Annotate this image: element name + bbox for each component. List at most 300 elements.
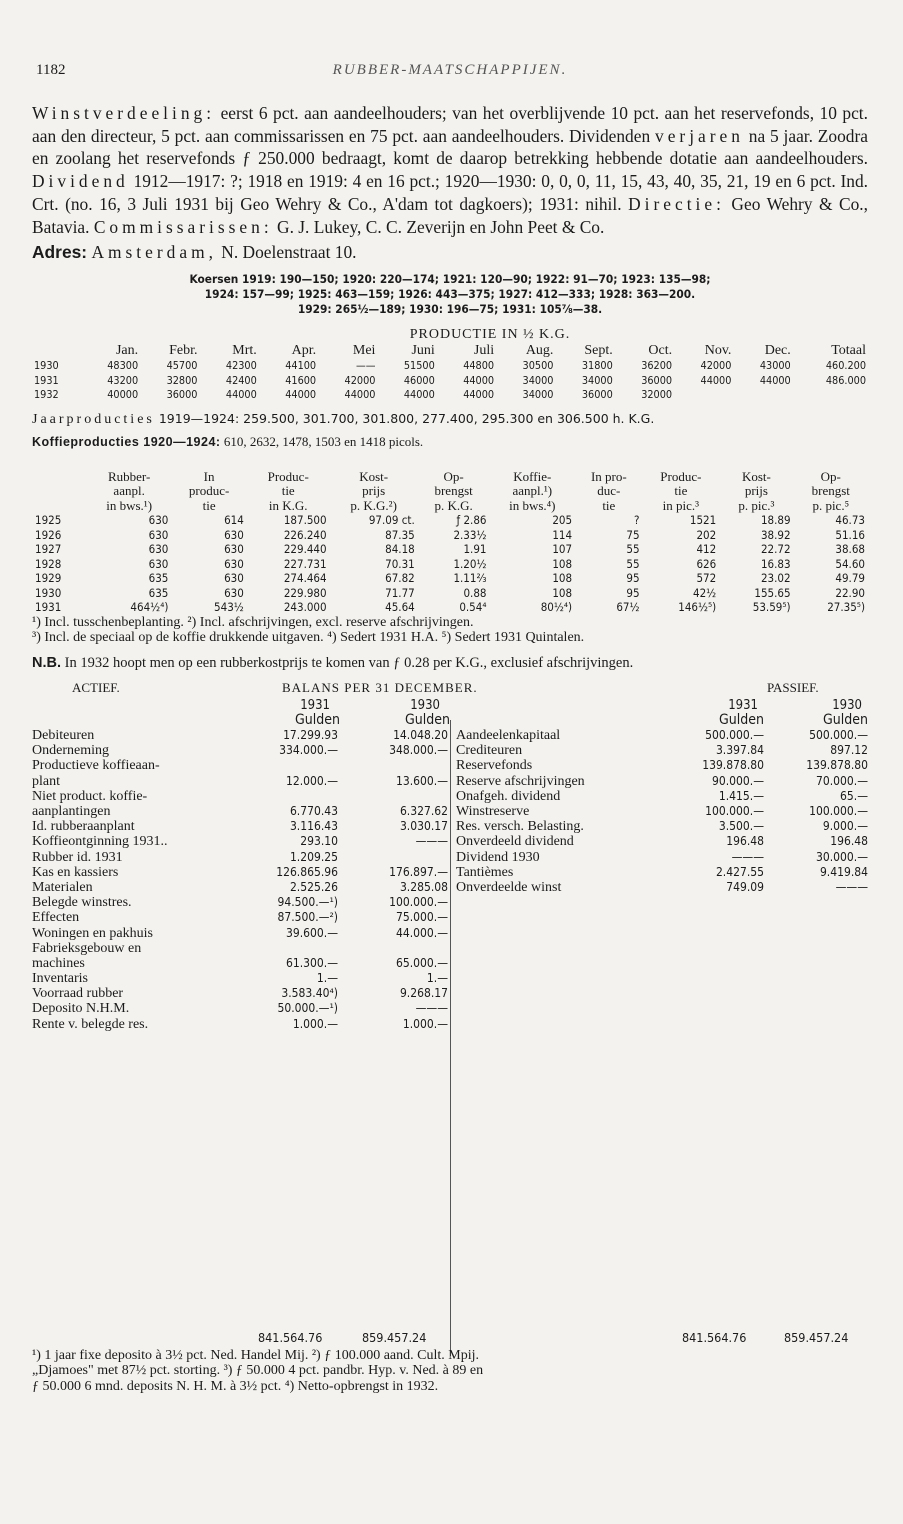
productie-cell: 44000 — [225, 388, 257, 402]
koffie-notes — [32, 615, 868, 645]
productie-cell: 44000 — [344, 388, 376, 402]
koffie-cell: 71.77 — [385, 585, 415, 600]
passief-rows — [456, 728, 868, 895]
passief-label: Onverdeelde winst — [456, 879, 562, 895]
passief-label: Aandeelenkapitaal — [456, 728, 561, 744]
koffie-header-cell — [32, 484, 87, 499]
actief-label: Id. rubberaanplant — [32, 819, 135, 835]
koffie-cell: 229.980 — [283, 585, 327, 600]
passief-row — [456, 865, 868, 880]
actief-label: Kas en kassiers — [32, 864, 119, 880]
koffie-header-cell: tie — [602, 497, 616, 513]
productie-cell: 32800 — [166, 373, 198, 387]
passief-value-1930: ——— — [835, 879, 868, 894]
actief-row — [32, 789, 450, 804]
actief-label: Effecten — [32, 910, 80, 926]
actief-row — [32, 865, 450, 880]
actief-label: Voorraad rubber — [32, 986, 124, 1002]
actief-value-1930: 1.000.— — [402, 1016, 448, 1031]
koffie-cell: 70.31 — [385, 556, 415, 571]
passief-label: Tantièmes — [456, 864, 514, 880]
productie-cell: 36000 — [581, 388, 613, 402]
actief-label: Rubber id. 1931 — [32, 849, 123, 865]
koffie-cell: 229.440 — [283, 542, 327, 557]
koffie-cell: 18.89 — [760, 513, 791, 528]
dividend-label: Dividend — [32, 171, 129, 192]
passief-value-1931: ——— — [731, 849, 764, 864]
passief-label: Res. versch. Belasting. — [456, 819, 584, 835]
actief-year-1931: 1931 — [300, 697, 330, 713]
balans-footnotes — [32, 1348, 868, 1395]
actief-value-1931: 94.500.—¹) — [277, 895, 338, 910]
koffie-cell: 67½ — [616, 600, 640, 615]
koffie-header-cell — [32, 499, 87, 514]
productie-cell: 34000 — [581, 373, 613, 387]
actief-row — [32, 910, 450, 925]
koffie-table-body — [32, 513, 868, 615]
actief-label: Deposito N.H.M. — [32, 1001, 130, 1017]
productie-cell: 32000 — [641, 388, 673, 402]
koffie-header-cell: tie — [674, 483, 688, 499]
koffie-cell: 23.02 — [760, 571, 791, 586]
adres-street: N. Doelenstraat 10. — [221, 242, 357, 263]
koffie-header-cell: Kost- — [741, 468, 771, 484]
balans-footnote: „Djamoes" met 87½ pct. storting. ³) ƒ 50.000 4 pct. pandbr. Hyp. v. Ned. à 89 en — [32, 1363, 484, 1379]
passief-label: Onverdeeld dividend — [456, 834, 574, 850]
actief-value-1931: 50.000.—¹) — [277, 1001, 338, 1016]
koffie-header-cell: Produc- — [660, 468, 702, 484]
passief-unit-1930: Gulden — [823, 711, 868, 728]
koffie-row — [32, 542, 868, 557]
koffie-row — [32, 513, 868, 528]
koffie-header-cell: Rubber- — [107, 468, 151, 484]
koffie-row — [32, 528, 868, 543]
actief-value-1930: 348.000.— — [389, 743, 448, 758]
balans-divider — [450, 720, 451, 1356]
koersen-line-2: 1924: 157—99; 1925: 463—159; 1926: 443—375; 1927: 412—333; 1928: 363—200. — [204, 287, 696, 302]
actief-value-1930: 6.327.62 — [399, 804, 448, 819]
productie-cell: 44000 — [700, 373, 732, 387]
productie-cell: 460.200 — [825, 359, 866, 373]
koffie-cell: 46.73 — [835, 513, 865, 528]
actief-label: Niet product. koffie- — [32, 788, 148, 804]
productie-cell: 43200 — [107, 373, 139, 387]
passief-row — [456, 758, 868, 773]
actief-label: Productieve koffieaan- — [32, 758, 160, 774]
directie-text: Geo Wehry & Co., Batavia. — [32, 193, 868, 237]
koffie-cell: 202 — [696, 527, 717, 542]
koffie-cell: 635 — [148, 585, 169, 600]
koffie-cell: 97.09 ct. — [368, 513, 415, 528]
passief-value-1931: 90.000.— — [712, 773, 764, 788]
koffie-header-cell: Op- — [820, 468, 841, 484]
koffie-cell: 1.11⅔ — [453, 571, 487, 586]
balans-body — [32, 698, 868, 1398]
passief-value-1931: 1.415.— — [718, 788, 764, 803]
koffie-note: ³) Incl. de speciaal op de koffie drukkende uitgaven. ⁴) Sedert 1931 H.A. ⁵) Sedert 1931 Quintalen. — [32, 629, 585, 645]
productie-cell: 42400 — [225, 373, 257, 387]
koffie-year: 1928 — [35, 556, 62, 571]
winstverdeeling-text-2: na 5 jaar. Zoodra en zoolang het reservefonds ƒ 250.000 bedraagt, komt de daarop betrekking hebbende dotatie aan aandeelhouders. — [32, 125, 869, 169]
actief-value-1930: ——— — [415, 834, 448, 849]
koffie-header-cell: tie — [281, 483, 295, 499]
koersen-block — [32, 272, 868, 317]
koffie-cell: 1.91 — [463, 542, 487, 557]
actief-row — [32, 728, 450, 743]
actief-row — [32, 956, 450, 971]
koffie-header-cell: In — [203, 468, 215, 484]
actief-label: Koffieontginning 1931.. — [32, 834, 168, 850]
passief-value-1931: 500.000.— — [705, 728, 764, 743]
passief-year-1931: 1931 — [728, 697, 758, 713]
koersen-text-1: 1919: 190—150; 1920: 220—174; 1921: 120—90; 1922: 91—70; 1923: 135—98; — [242, 272, 711, 287]
koffie-cell: 87.35 — [385, 527, 415, 542]
productie-row — [32, 388, 868, 403]
productie-month-header: Febr. — [169, 343, 198, 359]
koffie-cell: 75 — [626, 527, 640, 542]
actief-year-row — [32, 698, 450, 713]
productie-cell: 31800 — [581, 359, 613, 373]
koffie-cell: ƒ 2.86 — [456, 513, 487, 528]
actief-row — [32, 850, 450, 865]
actief-label: Belegde winstres. — [32, 895, 132, 911]
actief-value-1931: 126.865.96 — [276, 864, 338, 879]
commissarissen-label: Commissarissen: — [93, 216, 273, 237]
actief-value-1931: 87.500.—²) — [277, 910, 338, 925]
koersen-line-1 — [32, 272, 868, 287]
passief-row — [456, 728, 868, 743]
koffie-header-cell: in bws.¹) — [106, 497, 153, 513]
koffie-year: 1930 — [35, 585, 62, 600]
koffie-header-cell: produc- — [188, 483, 230, 499]
productie-body — [32, 359, 868, 403]
adres-line — [32, 240, 868, 264]
passief-value-1930: 70.000.— — [816, 773, 868, 788]
koffie-cell: 630 — [224, 571, 244, 586]
koffie-cell: 464½⁴) — [130, 600, 169, 615]
koffie-header-cell: brengst — [434, 483, 473, 499]
koffie-cell: 53.59⁵) — [752, 600, 791, 615]
actief-value-1930: 75.000.— — [396, 910, 448, 925]
passief-value-1931: 2.427.55 — [715, 864, 764, 879]
actief-row — [32, 758, 450, 773]
balans-footnote: ¹) 1 jaar fixe deposito à 3½ pct. Ned. Handel Mij. ²) ƒ 100.000 aand. Cult. Mpij. — [32, 1347, 479, 1363]
passief-column — [456, 698, 868, 895]
koffie-header-cell — [32, 470, 87, 485]
actief-row — [32, 971, 450, 986]
jaarproducties-text: 1919—1924: 259.500, 301.700, 301.800, 277.400, 295.300 en 306.500 h. K.G. — [158, 410, 655, 426]
productie-month-header: Mrt. — [232, 343, 257, 359]
koffie-cell: 49.79 — [835, 571, 865, 586]
koffie-header-cell: In pro- — [590, 468, 627, 484]
productie-month-header: Dec. — [764, 343, 791, 359]
actief-value-1931: 3.583.40⁴) — [281, 986, 338, 1001]
total-actief-1931: 841.564.76 — [258, 1329, 323, 1345]
koffie-cell: ? — [634, 513, 640, 528]
actief-year-1930: 1930 — [410, 697, 440, 713]
actief-row — [32, 834, 450, 849]
actief-unit-row — [32, 713, 450, 728]
productie-cell: 42300 — [225, 359, 257, 373]
koffie-cell: 51.16 — [835, 527, 865, 542]
koffie-cell: 630 — [224, 542, 244, 557]
koffie-cell: 543½ — [214, 600, 244, 615]
actief-rows — [32, 728, 450, 1032]
actief-value-1931: 2.525.26 — [289, 879, 338, 894]
actief-label: plant — [32, 773, 60, 789]
actief-label: ACTIEF. — [72, 679, 120, 695]
document-page — [32, 56, 868, 1398]
productie-cell: 45700 — [166, 359, 198, 373]
productie-cell: 44000 — [759, 373, 791, 387]
koffie-cell: 187.500 — [283, 513, 327, 528]
actief-unit-1931: Gulden — [295, 711, 340, 728]
koffie-cell: 16.83 — [760, 556, 791, 571]
koffie-header-row — [32, 470, 868, 485]
actief-value-1931: 1.209.25 — [289, 849, 338, 864]
koffie-row — [32, 557, 868, 572]
productie-year: 1930 — [34, 359, 59, 373]
productie-cell — [674, 388, 733, 403]
koffie-header-cell: p. pic.⁵ — [812, 497, 850, 513]
koffie-year: 1926 — [35, 527, 62, 542]
actief-value-1931: 1.— — [316, 971, 338, 986]
actief-value-1931: 1.000.— — [292, 1016, 338, 1031]
actief-value-1930: 1.— — [426, 971, 448, 986]
koffie-cell: 572 — [696, 571, 717, 586]
nb-paragraph — [32, 655, 868, 672]
koffie-table — [32, 470, 868, 615]
actief-value-1930: 9.268.17 — [399, 986, 448, 1001]
koffie-cell: 108 — [552, 571, 573, 586]
passief-label: Crediteuren — [456, 743, 523, 759]
productie-month-header: Juli — [473, 343, 495, 359]
actief-label: Debiteuren — [32, 728, 95, 744]
koffie-cell: 45.64 — [385, 600, 415, 615]
passief-label: Dividend 1930 — [456, 849, 540, 865]
passief-row — [456, 834, 868, 849]
koffie-cell: 95 — [626, 585, 640, 600]
koffie-cell: 0.88 — [463, 585, 487, 600]
productie-cell: 30500 — [522, 359, 554, 373]
adres-label: Adres: — [32, 242, 88, 263]
verjaren-label: verjaren — [655, 125, 744, 146]
passief-value-1931: 3.397.84 — [715, 743, 764, 758]
actief-row — [32, 880, 450, 895]
koffie-cell: 42½ — [693, 585, 717, 600]
koffie-cell: 1.20½ — [453, 556, 487, 571]
koffie-cell: 243.000 — [283, 600, 327, 615]
total-actief-1930: 859.457.24 — [362, 1329, 427, 1345]
actief-label: Fabrieksgebouw en — [32, 940, 142, 956]
actief-value-1930: 13.600.— — [396, 773, 448, 788]
actief-value-1930: 3.285.08 — [399, 879, 448, 894]
koffie-header-row — [32, 499, 868, 514]
actief-label: aanplantingen — [32, 804, 111, 820]
actief-value-1931: 334.000.— — [279, 743, 338, 758]
passief-value-1931: 139.878.80 — [702, 758, 764, 773]
actief-label: Woningen en pakhuis — [32, 925, 153, 941]
actief-label: Rente v. belegde res. — [32, 1016, 149, 1032]
koffie-header-cell: aanpl. — [113, 483, 145, 499]
productie-year: 1931 — [34, 373, 59, 387]
passief-value-1931: 196.48 — [726, 834, 764, 849]
balans-footnote: ƒ 50.000 6 mnd. deposits N. H. M. à 3½ pct. ⁴) Netto-opbrengst in 1932. — [32, 1378, 439, 1394]
productie-month-header: Aug. — [525, 343, 554, 359]
productie-cell — [793, 388, 868, 403]
actief-value-1930: 3.030.17 — [399, 819, 448, 834]
passief-value-1930: 500.000.— — [809, 728, 868, 743]
productie-row — [32, 374, 868, 389]
passief-value-1930: 196.48 — [830, 834, 868, 849]
actief-value-1930: ——— — [415, 1001, 448, 1016]
koffie-cell: 630 — [148, 556, 169, 571]
actief-row — [32, 804, 450, 819]
koffie-cell: 27.35⁵) — [827, 600, 865, 615]
productie-cell: 43000 — [759, 359, 791, 373]
koffie-cell: 95 — [626, 571, 640, 586]
productie-cell: 34000 — [522, 388, 554, 402]
passief-value-1930: 139.878.80 — [806, 758, 868, 773]
passief-unit-1931: Gulden — [719, 711, 764, 728]
winstverdeeling-text-1: eerst 6 pct. aan aandeelhouders; van het overblijvende 10 pct. aan het reservefonds, 10 pct. aan den directeur, 5 pct. aan commissarissen en 75 pct. aan aandeelhouders. Dividenden — [32, 103, 868, 146]
koffie-cell: 1521 — [689, 513, 717, 528]
productie-cell: 44000 — [463, 373, 495, 387]
koffie-year: 1927 — [35, 542, 62, 557]
productie-corner — [32, 343, 81, 359]
koffie-cell: 146½⁵) — [678, 600, 717, 615]
productie-year: 1932 — [34, 388, 59, 402]
actief-row — [32, 743, 450, 758]
productie-month-header: Oct. — [648, 343, 673, 359]
koffie-cell: 107 — [552, 542, 573, 557]
koffie-cell: 67.82 — [385, 571, 415, 586]
actief-label: Onderneming — [32, 743, 109, 759]
koffie-row — [32, 600, 868, 615]
koffie-cell: 108 — [552, 556, 573, 571]
koffie-year: 1929 — [35, 571, 62, 586]
page-header — [32, 56, 868, 86]
total-passief-1930: 859.457.24 — [784, 1329, 849, 1345]
passief-label: Winstreserve — [456, 804, 530, 820]
koffie-header-cell: duc- — [597, 483, 621, 499]
productie-cell: 44800 — [463, 359, 495, 373]
passief-value-1930: 100.000.— — [809, 804, 868, 819]
koffie-header-cell: prijs — [362, 483, 386, 499]
koffie-cell: 630 — [224, 556, 244, 571]
koffie-header-cell: Produc- — [267, 468, 309, 484]
actief-value-1930: 176.897.— — [389, 864, 448, 879]
actief-value-1931: 61.300.— — [286, 955, 338, 970]
productie-month-header: Nov. — [704, 343, 732, 359]
productie-cell: 51500 — [403, 359, 435, 373]
jaarproducties-line — [32, 411, 868, 428]
koffie-row — [32, 586, 868, 601]
passief-label: Reservefonds — [456, 758, 533, 774]
koffie-cell: 55 — [626, 556, 640, 571]
koffie-cell: 412 — [696, 542, 717, 557]
dividend-text: 1912—1917: ?; 1918 en 1919: 4 en 16 pct.; 1920—1930: 0, 0, 0, 11, 15, 43, 40, 35, 21, 19 en 6 pct. Ind. Crt. (no. 16, 3 Juli 1931 bij Geo Wehry & Co., A'dam tot dagkoers); 1931: nihil. — [32, 171, 868, 214]
jaarproducties-label: Jaarproducties — [32, 411, 155, 427]
productie-cell: 36000 — [166, 388, 198, 402]
balans-header — [32, 680, 868, 698]
koffie-cell: 626 — [696, 556, 717, 571]
koffie-cell: 205 — [552, 513, 573, 528]
koffie-header-cell: in bws.⁴) — [509, 497, 556, 513]
productie-row — [32, 359, 868, 374]
koffie-header-cell: p. K.G.²) — [350, 497, 397, 513]
productie-cell: 44100 — [285, 359, 317, 373]
actief-row — [32, 941, 450, 956]
balans-totals — [32, 1330, 868, 1346]
productie-cell: 48300 — [107, 359, 139, 373]
koffie-cell: 226.240 — [283, 527, 327, 542]
actief-value-1931: 293.10 — [300, 834, 338, 849]
actief-value-1930: 44.000.— — [396, 925, 448, 940]
koersen-label: Koersen — [189, 272, 239, 287]
passief-value-1931: 749.09 — [726, 879, 764, 894]
koffie-cell: 614 — [224, 513, 244, 528]
actief-value-1931: 3.116.43 — [289, 819, 338, 834]
productie-cell: 42000 — [700, 359, 732, 373]
koffie-cell: 38.68 — [835, 542, 865, 557]
passief-label: Onafgeh. dividend — [456, 788, 561, 804]
productie-cell: 44000 — [285, 388, 317, 402]
koffie-year: 1931 — [35, 600, 62, 615]
productie-cell: 36200 — [641, 359, 673, 373]
actief-row — [32, 895, 450, 910]
actief-unit-1930: Gulden — [405, 711, 450, 728]
koffieproducties-label: Koffieproducties 1920—1924: — [32, 434, 221, 449]
koffie-header-cell: in K.G. — [268, 497, 308, 513]
actief-value-1930: 65.000.— — [396, 955, 448, 970]
passief-row — [456, 774, 868, 789]
actief-column — [32, 698, 450, 1032]
koffie-year: 1925 — [35, 513, 62, 528]
passief-year-row — [456, 698, 868, 713]
productie-cell: 36000 — [641, 373, 673, 387]
actief-row — [32, 774, 450, 789]
koffie-cell: 80½⁴) — [540, 600, 573, 615]
productie-month-header: Sept. — [584, 343, 613, 359]
koffie-cell: 274.464 — [283, 571, 327, 586]
passief-value-1931: 3.500.— — [718, 819, 764, 834]
koffie-header-cell: p. K.G. — [434, 497, 473, 513]
koffie-cell: 0.54⁴ — [459, 600, 487, 615]
actief-row — [32, 926, 450, 941]
productie-month-header: Apr. — [291, 343, 317, 359]
koffie-cell: 38.92 — [760, 527, 791, 542]
passief-row — [456, 819, 868, 834]
actief-value-1931: 6.770.43 — [289, 804, 338, 819]
productie-cell: 44000 — [403, 388, 435, 402]
passief-value-1930: 897.12 — [830, 743, 868, 758]
koffie-header-cell: brengst — [811, 483, 850, 499]
productie-cell: 41600 — [285, 373, 317, 387]
actief-label: machines — [32, 955, 85, 971]
productie-month-header: Mei — [352, 343, 376, 359]
adres-city: Amsterdam, — [91, 242, 217, 263]
koffieproducties-line — [32, 434, 868, 450]
koffie-header-cell: p. pic.³ — [738, 497, 775, 513]
koffie-cell: 155.65 — [754, 585, 791, 600]
winstverdeeling-paragraph — [32, 102, 868, 238]
koffie-note: ¹) Incl. tusschenbeplanting. ²) Incl. afschrijvingen, excl. reserve afschrijvingen. — [32, 614, 474, 630]
page-number: 1182 — [36, 62, 66, 78]
commissarissen-text: G. J. Lukey, C. C. Zeverijn en John Peet & Co. — [277, 216, 605, 237]
productie-cell: 46000 — [403, 373, 435, 387]
actief-value-1931: 17.299.93 — [283, 728, 338, 743]
